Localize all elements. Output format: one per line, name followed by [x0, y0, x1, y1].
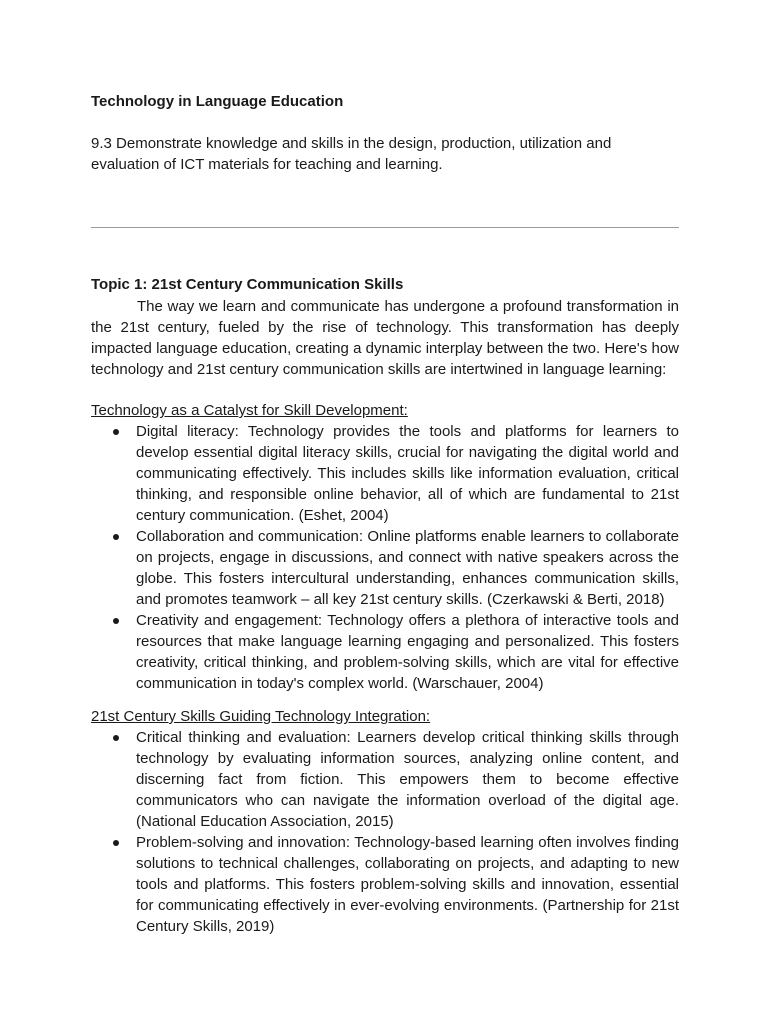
section-skills-guiding — [91, 706, 679, 937]
document-page — [91, 0, 679, 1024]
list-item-text: Digital literacy: Technology provides the tools and platforms for learners to develop essential digital literacy skills, crucial for navigating the digital world and communicating effectively. This includes skills like information evaluation, critical thinking, and responsible online behavior, all of which are fundamental to 21st century communication. (Eshet, 2004) — [136, 423, 679, 524]
list-item-text: Creativity and engagement: Technology offers a plethora of interactive tools and resources that make language learning engaging and personalized. This fosters creativity, critical thinking, and problem-solving skills, which are vital for effective communication in today's complex world. (Warschauer, 2004) — [136, 612, 679, 692]
section-heading: Technology as a Catalyst for Skill Development: — [91, 402, 408, 419]
list-item-text: Collaboration and communication: Online platforms enable learners to collaborate on projects, engage in discussions, and connect with native speakers across the globe. This fosters intercultural understanding, enhances communication skills, and promotes teamwork – all key 21st century skills. (Czerkawski & Berti, 2018) — [136, 528, 679, 608]
list-item — [91, 610, 679, 694]
list-item — [91, 727, 679, 832]
topic-title: Topic 1: 21st Century Communication Skills — [91, 276, 404, 293]
horizontal-divider — [91, 227, 679, 228]
list-item — [91, 832, 679, 937]
bullet-icon — [113, 735, 119, 741]
bullet-list — [91, 727, 679, 937]
bullet-icon — [113, 618, 119, 624]
intro-paragraph: The way we learn and communicate has undergone a profound transformation in the 21st century, fueled by the rise of technology. This transformation has deeply impacted language education, creating a dynamic interplay between the two. Here's how technology and 21st century communication skills are intertwined in language learning: — [91, 298, 679, 378]
bullet-icon — [113, 840, 119, 846]
section-catalyst — [91, 400, 679, 694]
bullet-list — [91, 421, 679, 694]
bullet-icon — [113, 429, 119, 435]
list-item — [91, 421, 679, 526]
learning-objective: 9.3 Demonstrate knowledge and skills in the design, production, utilization and evaluation of ICT materials for teaching and learning. — [91, 135, 612, 173]
section-heading: 21st Century Skills Guiding Technology Integration: — [91, 708, 431, 725]
document-title: Technology in Language Education — [91, 93, 344, 110]
list-item — [91, 526, 679, 610]
list-item-text: Problem-solving and innovation: Technology-based learning often involves finding solutions to technical challenges, collaborating on projects, and adapting to new tools and platforms. This fosters problem-solving skills and innovation, essential for communicating effectively in ever-evolving environments. (Partnership for 21st Century Skills, 2019) — [136, 834, 679, 935]
bullet-icon — [113, 534, 119, 540]
list-item-text: Critical thinking and evaluation: Learners develop critical thinking skills through technology by evaluating information sources, analyzing online content, and discerning fact from fiction. This empowers them to become effective communicators who can navigate the information overload of the digital age. (National Education Association, 2015) — [136, 729, 679, 830]
